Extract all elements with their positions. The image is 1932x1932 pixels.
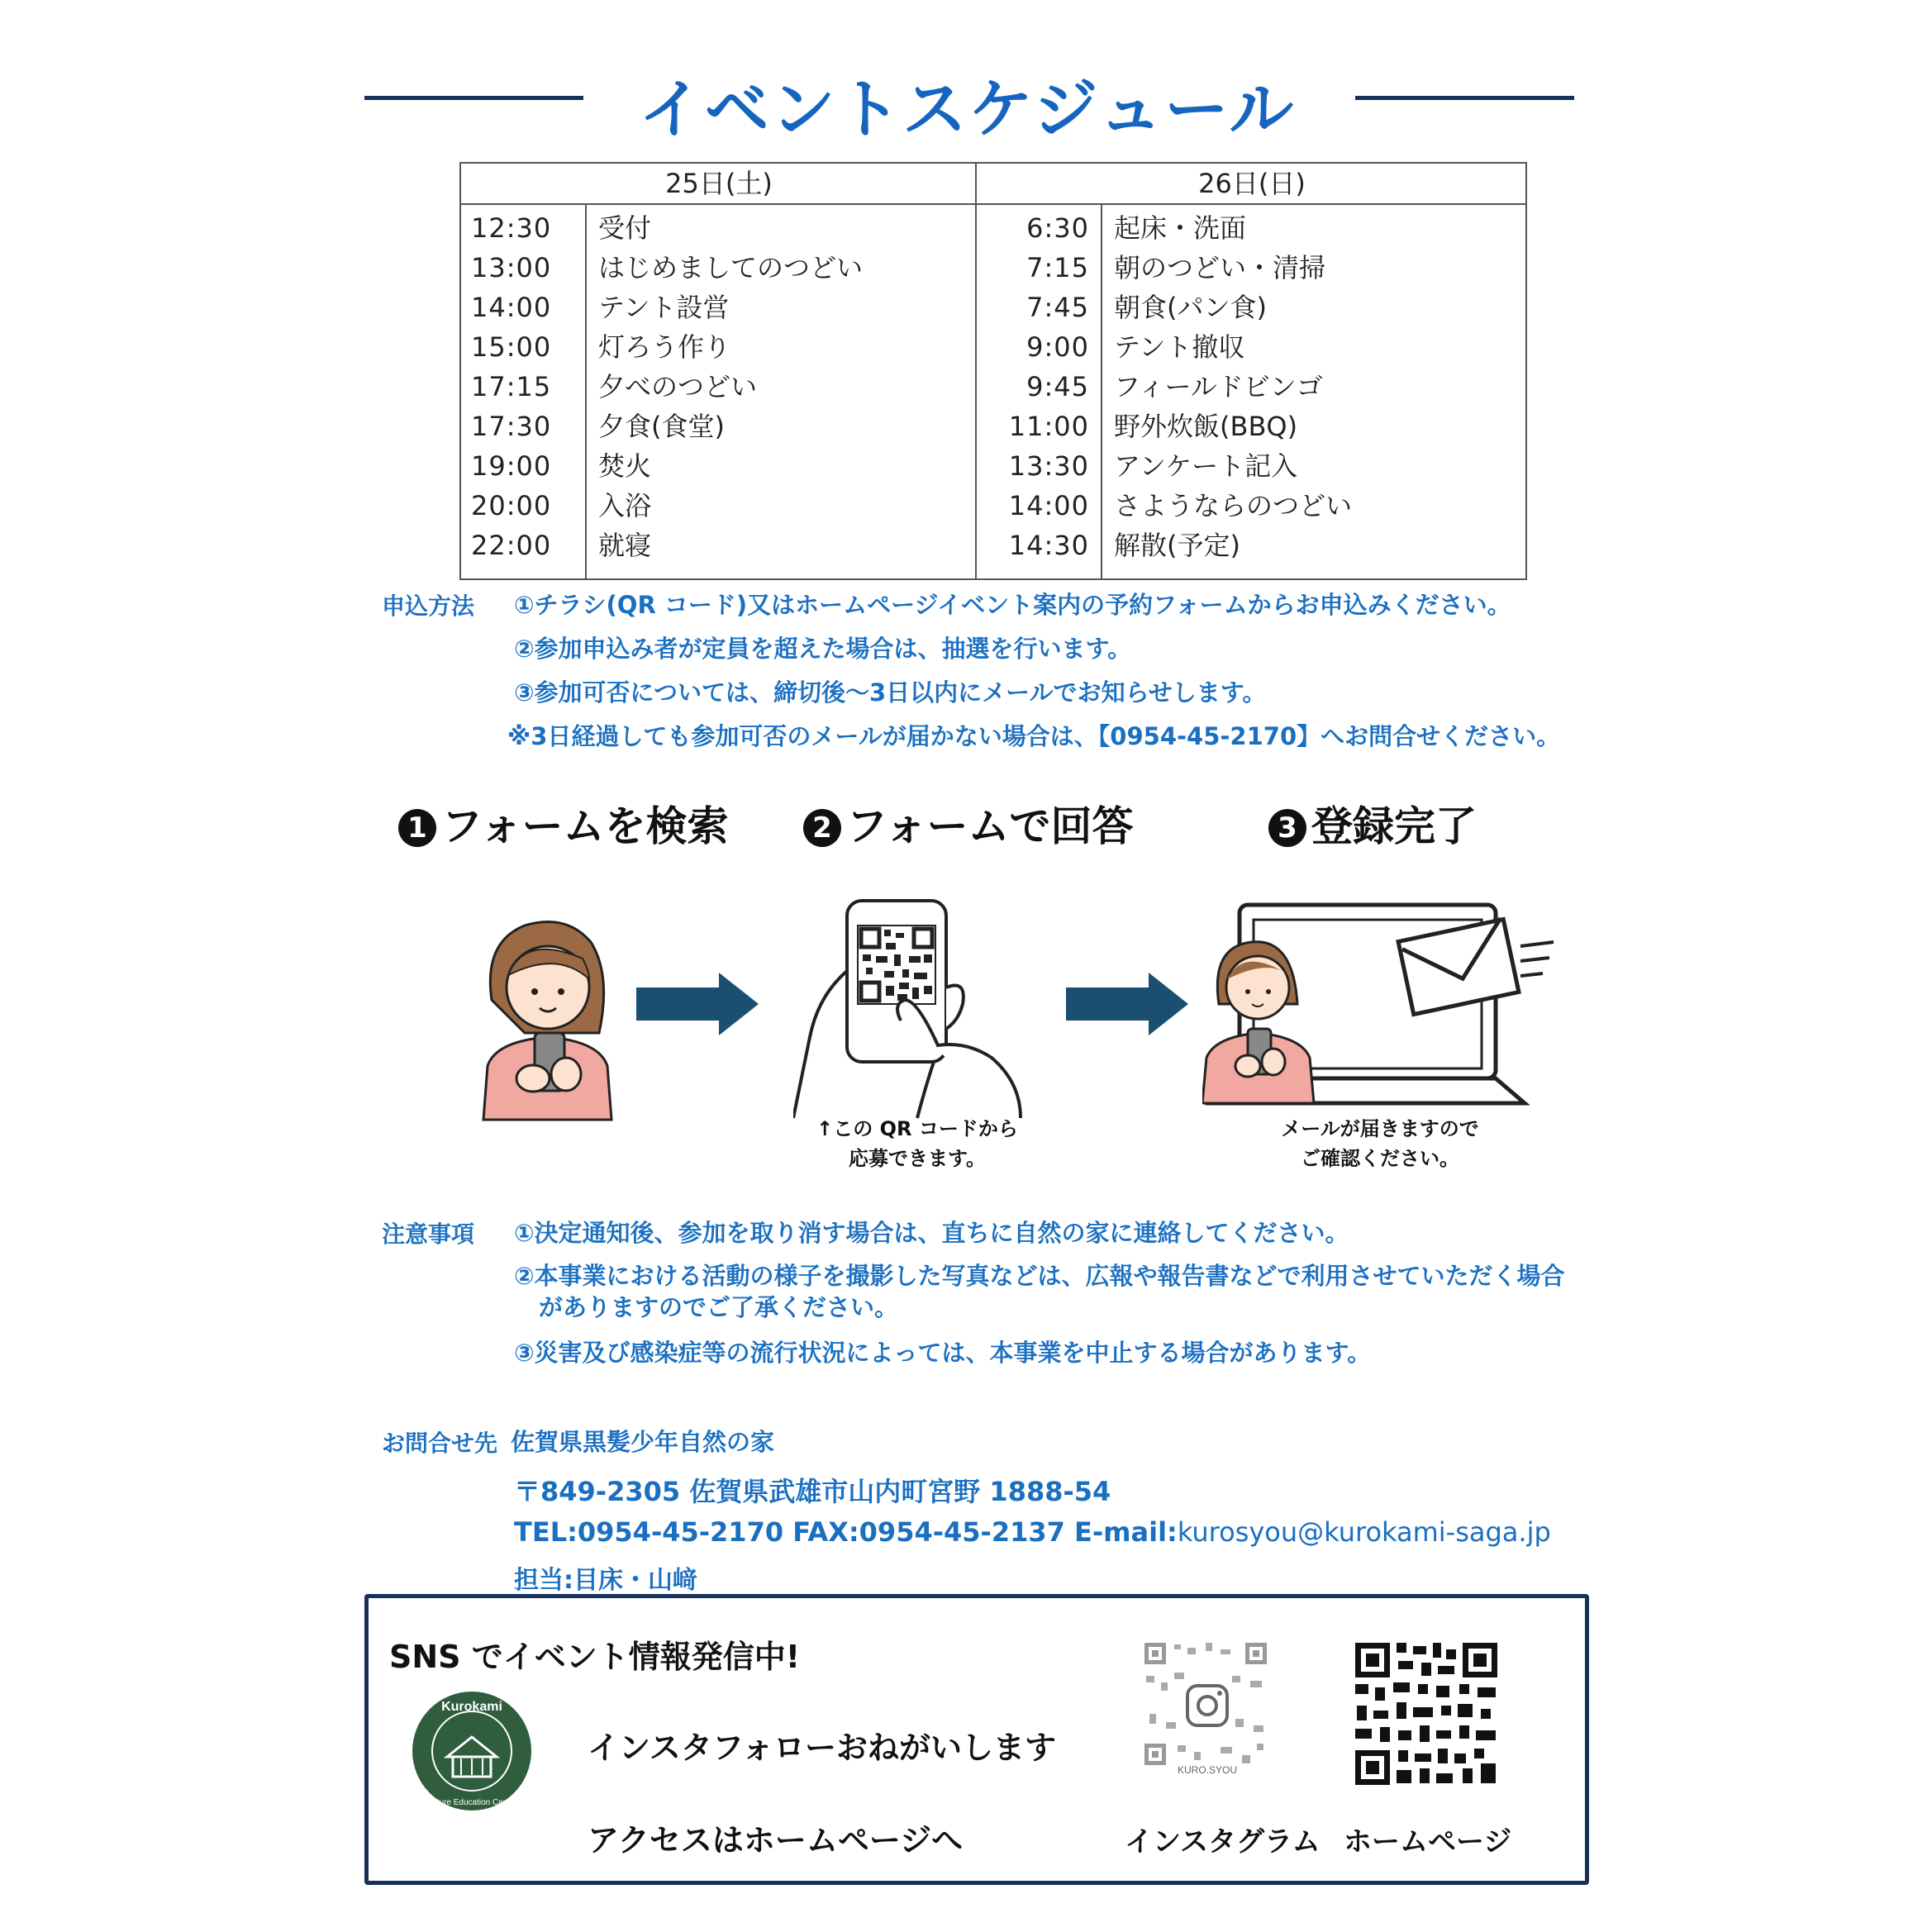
schedule-table xyxy=(459,162,1527,580)
application-label: 申込方法 xyxy=(382,592,475,620)
laptop-mail-illustration xyxy=(1202,897,1566,1111)
notes-line: ③災害及び感染症等の流行状況によっては、本事業を中止する場合があります。 xyxy=(514,1339,1372,1367)
schedule-row xyxy=(461,486,1525,526)
instagram-qr-code[interactable] xyxy=(1141,1639,1273,1776)
instagram-label: インスタグラム xyxy=(1125,1825,1321,1858)
schedule-row xyxy=(461,208,1525,248)
title-rule-right xyxy=(1355,96,1574,100)
schedule-activity: 灯ろう作り xyxy=(598,331,731,363)
schedule-activity: 就寝 xyxy=(598,530,652,561)
notes-line: ①決定通知後、参加を取り消す場合は、直ちに自然の家に連絡してください。 xyxy=(514,1219,1349,1247)
schedule-row xyxy=(461,367,1525,407)
schedule-time: 12:30 xyxy=(471,212,552,244)
page-title: イベントスケジュール xyxy=(638,73,1296,147)
qr-caption-line: 応募できます。 xyxy=(848,1147,987,1170)
schedule-activity: 解散(予定) xyxy=(1114,530,1240,561)
sns-access-text: アクセスはホームページへ xyxy=(588,1822,964,1858)
schedule-time: 14:00 xyxy=(1008,490,1089,521)
schedule-time: 9:00 xyxy=(1026,331,1089,363)
notes-label: 注意事項 xyxy=(382,1221,475,1248)
step-3-title xyxy=(1268,793,1477,853)
schedule-time: 17:30 xyxy=(471,411,552,442)
schedule-time: 13:00 xyxy=(471,252,552,283)
application-line: ③参加可否については、締切後～3日以内にメールでお知らせします。 xyxy=(514,678,1267,707)
step-1-label: フォームを検索 xyxy=(441,802,729,850)
mail-caption xyxy=(1256,1114,1504,1173)
schedule-activity: さようならのつどい xyxy=(1114,490,1353,521)
application-line: ※3日経過しても参加可否のメールが届かない場合は、【0954-45-2170】へお問合せください。 xyxy=(507,722,1561,750)
notes-line: がありますのでご了承ください。 xyxy=(539,1293,899,1321)
schedule-activity: 入浴 xyxy=(598,490,652,521)
kurokami-logo xyxy=(410,1689,534,1813)
schedule-row xyxy=(461,446,1525,486)
schedule-row xyxy=(461,407,1525,446)
schedule-activity: テント設営 xyxy=(598,292,730,323)
step-2-title xyxy=(803,793,1134,853)
schedule-activity: フィールドビンゴ xyxy=(1114,371,1323,402)
contact-staff: 担当:目床・山﨑 xyxy=(514,1566,697,1595)
schedule-time: 15:00 xyxy=(471,331,552,363)
logo-text-bottom: Nature Education Center xyxy=(426,1798,518,1807)
step-3-number: 3 xyxy=(1268,809,1306,847)
homepage-label: ホームページ xyxy=(1344,1825,1512,1858)
schedule-time: 6:30 xyxy=(1026,212,1089,244)
woman-with-phone-illustration xyxy=(475,909,624,1124)
schedule-row xyxy=(461,288,1525,327)
schedule-activity: 夕食(食堂) xyxy=(598,411,725,442)
contact-org: 佐賀県黒髪少年自然の家 xyxy=(511,1428,775,1456)
sns-follow-text: インスタフォローおねがいします xyxy=(588,1730,1056,1766)
logo-text-top: Kurokami xyxy=(441,1700,502,1714)
schedule-activity: 野外炊飯(BBQ) xyxy=(1114,411,1298,442)
schedule-activity: はじめましてのつどい xyxy=(598,252,864,283)
qr-caption-line: ↑この QR コードから xyxy=(816,1117,1018,1140)
homepage-qr-code[interactable] xyxy=(1352,1639,1501,1788)
step-1-number: 1 xyxy=(398,809,436,847)
insta-handle: KURO.SYOU xyxy=(1177,1764,1238,1776)
notes-line: ②本事業における活動の様子を撮影した写真などは、広報や報告書などで利用させていただく場合 xyxy=(514,1262,1565,1290)
phone-qr-illustration xyxy=(793,897,1058,1120)
schedule-time: 20:00 xyxy=(471,490,552,521)
schedule-time: 19:00 xyxy=(471,450,552,482)
day2-header: 26日(日) xyxy=(977,164,1527,205)
schedule-activity: 受付 xyxy=(598,212,652,244)
day1-header: 25日(土) xyxy=(461,164,977,205)
contact-email[interactable]: kurosyou@kurokami-saga.jp xyxy=(1177,1516,1551,1548)
schedule-time: 22:00 xyxy=(471,530,552,561)
schedule-time: 11:00 xyxy=(1008,411,1089,442)
arrow-right-icon xyxy=(1066,971,1190,1037)
schedule-activity: アンケート記入 xyxy=(1114,450,1298,482)
schedule-activity: テント撤収 xyxy=(1114,331,1245,363)
step-2-number: 2 xyxy=(803,809,841,847)
contact-tel-fax-text: TEL:0954-45-2170 FAX:0954-45-2137 E-mail: xyxy=(514,1516,1178,1548)
sns-heading: SNS でイベント情報発信中! xyxy=(389,1639,801,1675)
schedule-row xyxy=(461,327,1525,367)
schedule-time: 7:45 xyxy=(1026,292,1089,323)
contact-tel-fax xyxy=(514,1516,1551,1548)
title-rule-left xyxy=(364,96,583,100)
application-line: ①チラシ(QR コード)又はホームページイベント案内の予約フォームからお申込みください。 xyxy=(514,591,1511,619)
mail-caption-line: ご確認ください。 xyxy=(1301,1147,1459,1170)
schedule-activity: 焚火 xyxy=(598,450,652,482)
schedule-time: 17:15 xyxy=(471,371,552,402)
schedule-time: 9:45 xyxy=(1026,371,1089,402)
schedule-row xyxy=(461,526,1525,565)
qr-caption xyxy=(793,1114,1041,1173)
arrow-right-icon xyxy=(636,971,760,1037)
contact-label: お問合せ先 xyxy=(382,1430,498,1457)
schedule-time: 14:00 xyxy=(471,292,552,323)
schedule-time: 7:15 xyxy=(1026,252,1089,283)
schedule-activity: 朝食(パン食) xyxy=(1114,292,1267,323)
step-2-label: フォームで回答 xyxy=(846,802,1134,850)
step-3-label: 登録完了 xyxy=(1311,802,1477,850)
application-line: ②参加申込み者が定員を超えた場合は、抽選を行います。 xyxy=(514,635,1132,663)
schedule-activity: 夕べのつどい xyxy=(598,371,758,402)
contact-address: 〒849-2305 佐賀県武雄市山内町宮野 1888-54 xyxy=(514,1476,1111,1507)
schedule-activity: 起床・洗面 xyxy=(1114,212,1247,244)
step-1-title xyxy=(398,793,729,853)
schedule-time: 14:30 xyxy=(1008,530,1089,561)
mail-caption-line: メールが届きますので xyxy=(1281,1117,1479,1140)
schedule-activity: 朝のつどい・清掃 xyxy=(1114,252,1326,283)
sns-box xyxy=(364,1594,1589,1885)
schedule-time: 13:30 xyxy=(1008,450,1089,482)
schedule-row xyxy=(461,248,1525,288)
